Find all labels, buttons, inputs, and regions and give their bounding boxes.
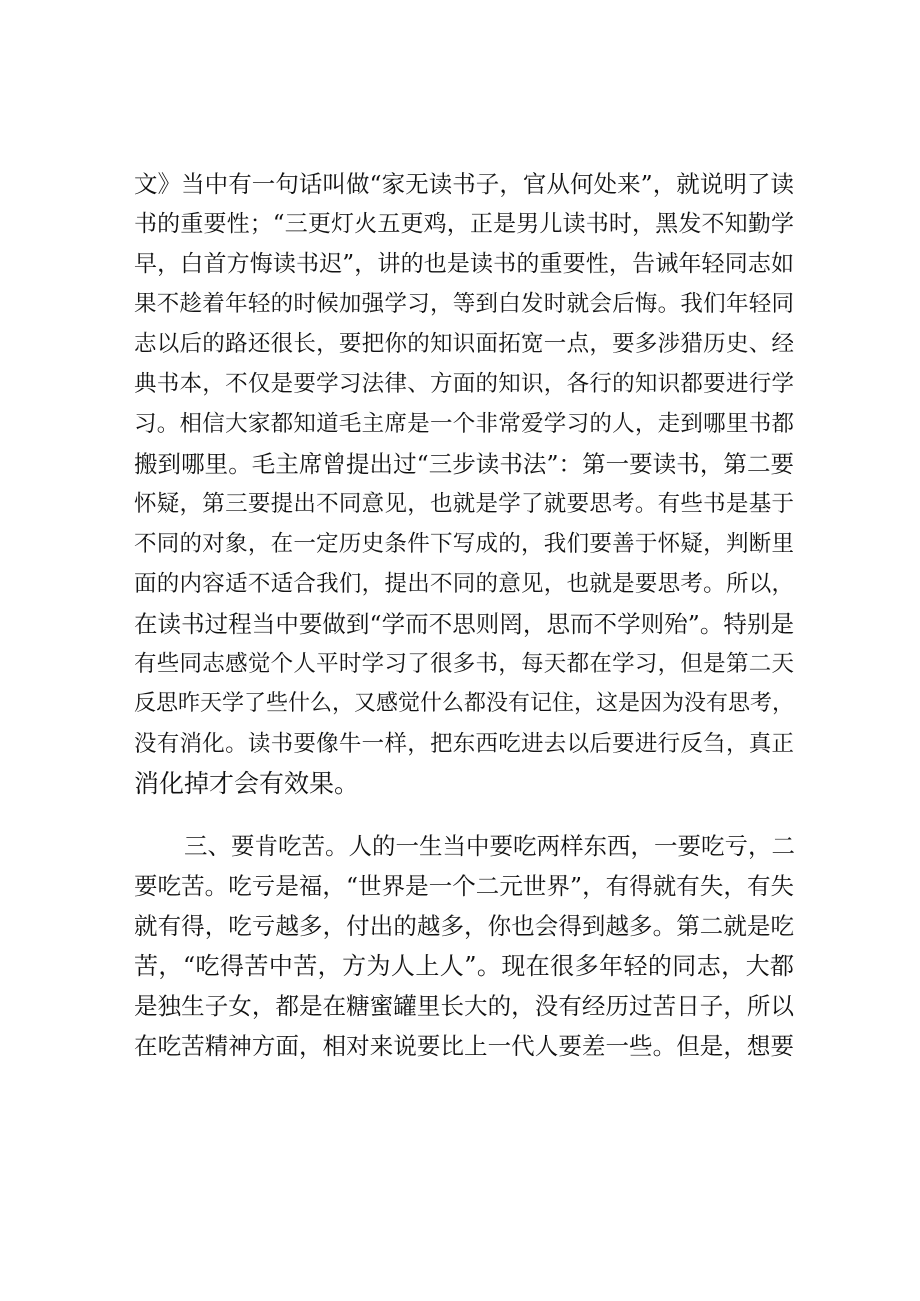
text-line: 在吃苦精神方面，相对来说要比上一代人要差一些。但是，想要 [134,1032,794,1060]
text-line: 苦，“吃得苦中苦，方为人上人”。现在很多年轻的同志，大都 [134,952,794,980]
text-line: 志以后的路还很长，要把你的知识面拓宽一点，要多涉猎历史、经 [134,331,794,357]
text-line: 没有消化。读书要像牛一样，把东西吃进去以后要进行反刍，真正 [134,731,794,757]
text-line: 典书本，不仅是要学习法律、方面的知识，各行的知识都要进行学 [134,371,794,397]
text-line: 习。相信大家都知道毛主席是一个非常爱学习的人，走到哪里书都 [134,411,794,437]
text-line: 在读书过程当中要做到“学而不思则罔，思而不学则殆”。特别是 [134,610,794,638]
text-line: 搬到哪里。毛主席曾提出过“三步读书法”：第一要读书，第二要 [134,450,794,478]
text-line: 面的内容适不适合我们，提出不同的意见，也就是要思考。所以， [134,571,794,597]
text-line: 书的重要性；“三更灯火五更鸡，正是男儿读书时，黑发不知勤学 [134,211,794,237]
text-line: 早，白首方悔读书迟”，讲的也是读书的重要性，告诫年轻同志如 [134,251,794,277]
text-line: 消化掉才会有效果。 [134,769,360,798]
text-line: 不同的对象，在一定历史条件下写成的，我们要善于怀疑，判断里 [134,531,794,557]
text-line: 就有得，吃亏越多，付出的越多，你也会得到越多。第二就是吃 [134,912,794,940]
paragraph-hardship [134,828,794,1068]
text-line: 要吃苦。吃亏是福，“世界是一个二元世界”，有得就有失，有失 [134,872,794,900]
text-line: 反思昨天学了些什么，又感觉什么都没有记住，这是因为没有思考， [134,691,795,716]
text-line: 怀疑，第三要提出不同意见，也就是学了就要思考。有些书是基于 [134,491,794,517]
paragraph-reading [134,166,794,806]
text-line: 三、要肯吃苦。人的一生当中要吃两样东西，一要吃亏，二 [184,832,795,860]
text-line: 文》当中有一句话叫做“家无读书子，官从何处来”，就说明了读 [134,170,794,198]
text-line: 果不趁着年轻的时候加强学习，等到白发时就会后悔。我们年轻同 [134,291,794,317]
text-line: 是独生子女，都是在糖蜜罐里长大的，没有经历过苦日子，所以 [134,992,794,1020]
text-line: 有些同志感觉个人平时学习了很多书，每天都在学习，但是第二天 [134,651,794,677]
